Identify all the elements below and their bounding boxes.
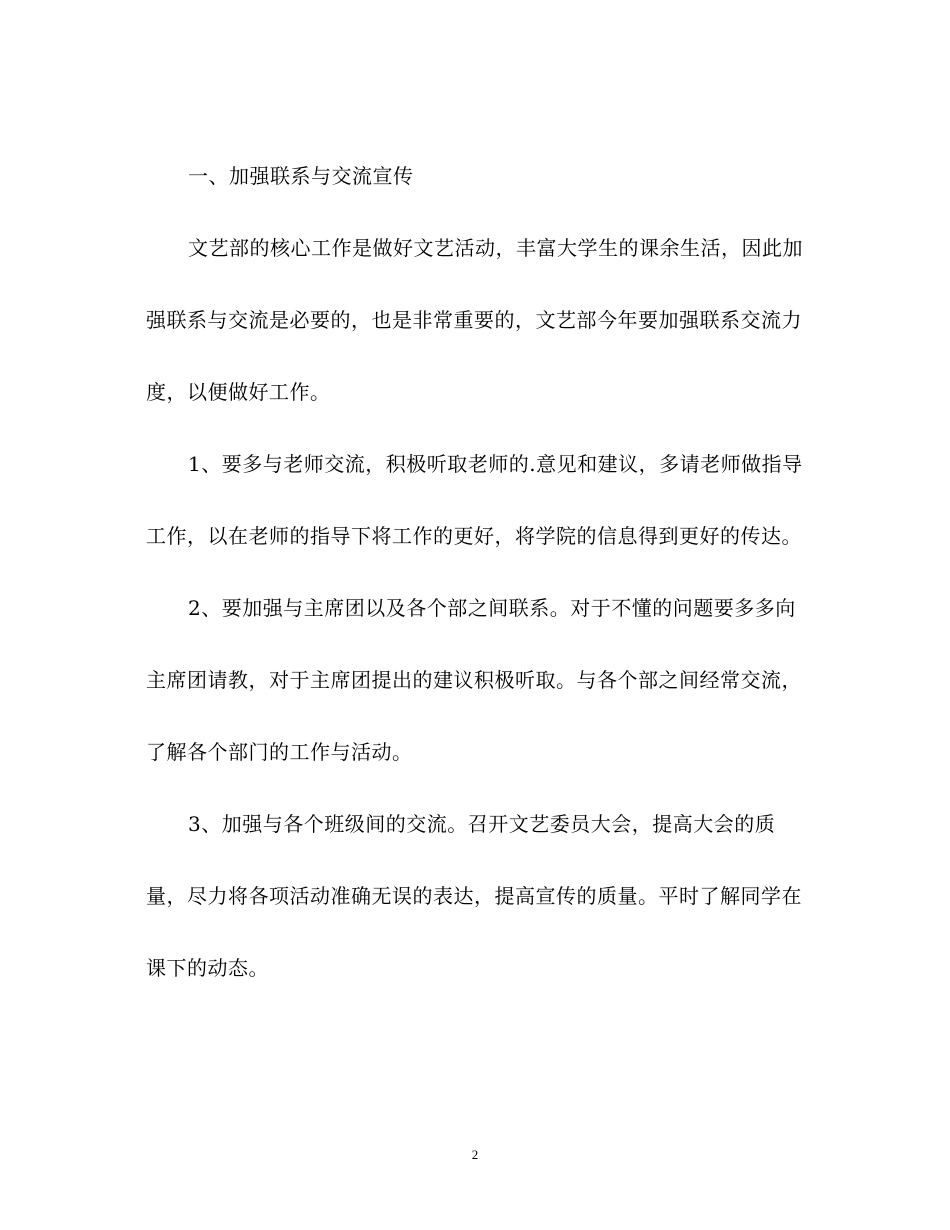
- paragraph-intro: 文艺部的核心工作是做好文艺活动，丰富大学生的课余生活，因此加强联系与交流是必要的，也是非常重要的，文艺部今年要加强联系交流力度，以便做好工作。: [146, 236, 803, 404]
- paragraph-item-2: 2、要加强与主席团以及各个部之间联系。对于不懂的问题要多多向主席团请教，对于主席团提出的建议积极听取。与各个部之间经常交流，了解各个部门的工作与活动。: [146, 596, 802, 764]
- document-body: [146, 140, 804, 1004]
- paragraph-item-3: 3、加强与各个班级间的交流。召开文艺委员大会，提高大会的质量，尽力将各项活动准确无误的表达，提高宣传的质量。平时了解同学在课下的动态。: [146, 812, 802, 980]
- section-heading: 一、加强联系与交流宣传: [188, 164, 414, 188]
- paragraph-item-1: 1、要多与老师交流，积极听取老师的.意见和建议，多请老师做指导工作，以在老师的指导下将工作的更好，将学院的信息得到更好的传达。: [146, 452, 803, 548]
- page-number: 2: [471, 1147, 479, 1162]
